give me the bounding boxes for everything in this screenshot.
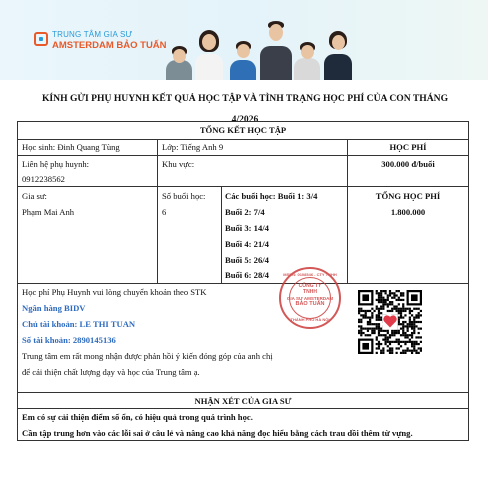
sessions-count: 6 bbox=[162, 207, 167, 217]
tutor-name: Phạm Mai Anh bbox=[22, 207, 75, 217]
session-item: Buổi 3: 14/4 bbox=[225, 223, 269, 233]
summary-header: TỔNG KẾT HỌC TẬP bbox=[199, 125, 287, 135]
tutor-review-header: NHẬN XÉT CỦA GIA SƯ bbox=[194, 396, 292, 406]
stamp-text: BẢO TUẤN bbox=[295, 301, 325, 307]
session-item: Buổi 2: 7/4 bbox=[225, 207, 265, 217]
tutor-review-line1: Em có sự cải thiện điểm số ổn, có hiệu quả trong quá trình học. bbox=[22, 412, 253, 422]
area-label: Khu vực: bbox=[162, 159, 195, 169]
session-item: Buổi 5: 26/4 bbox=[225, 255, 269, 265]
report-table bbox=[17, 121, 469, 441]
stamp-ring-text: MSDN: 0108546 - CTY TNHH bbox=[283, 272, 337, 277]
stamp-text: TNHH bbox=[303, 289, 317, 295]
brand-name-line2: AMSTERDAM BẢO TUẤN bbox=[52, 40, 167, 51]
report-title-line2: 4/2026 bbox=[231, 114, 259, 125]
feedback-request-line1: Trung tâm em rất mong nhận được phản hồi ý kiến đóng góp của anh chị bbox=[22, 351, 273, 361]
sessions-label: Số buổi học: bbox=[162, 191, 206, 201]
brand-name-line1: TRUNG TÂM GIA SƯ bbox=[52, 30, 133, 39]
parent-contact-label: Liên hệ phụ huynh: bbox=[22, 159, 90, 169]
class-name: Lớp: Tiếng Anh 9 bbox=[162, 142, 224, 152]
account-number: Số tài khoản: 2890145136 bbox=[22, 335, 116, 345]
stamp-bottom-text: THÀNH PHỐ HÀ NỘI bbox=[290, 317, 330, 322]
payment-qr-code bbox=[358, 290, 422, 354]
tutor-review-line2: Cần tập trung hơn vào các lỗi sai ở câu lẻ và nâng cao khả năng đọc hiểu bằng cách trau dồi thêm từ vựng. bbox=[22, 428, 413, 438]
total-fee-label: TỔNG HỌC PHÍ bbox=[375, 191, 441, 201]
report-title-line1: KÍNH GỬI PHỤ HUYNH KẾT QUẢ HỌC TẬP VÀ TÌNH TRẠNG HỌC PHÍ CỦA CON THÁNG bbox=[41, 93, 449, 104]
stamp-text: CÔNG TY bbox=[298, 283, 322, 289]
bank-name: Ngân hàng BIDV bbox=[22, 303, 86, 313]
fee-per-session: 300.000 đ/buổi bbox=[381, 159, 435, 169]
logo-icon bbox=[34, 32, 48, 46]
session-item: Buổi 4: 21/4 bbox=[225, 239, 269, 249]
feedback-request-line2: để cải thiện chất lượng dạy và học của Trung tâm ạ. bbox=[22, 367, 200, 377]
session-item: Buổi 6: 28/4 bbox=[225, 270, 269, 280]
parent-phone: 0912238562 bbox=[22, 174, 65, 184]
tutor-label: Gia sư: bbox=[22, 191, 47, 201]
header-banner bbox=[0, 0, 488, 80]
fee-header: HỌC PHÍ bbox=[389, 142, 427, 152]
session-item: Các buổi học: Buổi 1: 3/4 bbox=[225, 191, 318, 201]
total-fee-value: 1.800.000 bbox=[390, 207, 426, 217]
stamp-text: GIA SƯ AMSTERDAM bbox=[286, 296, 334, 301]
banner-people-photo bbox=[158, 20, 480, 80]
company-stamp bbox=[279, 267, 341, 329]
student-name: Học sinh: Đinh Quang Tùng bbox=[22, 142, 120, 152]
payment-instruction: Học phí Phụ Huynh vui lòng chuyển khoản theo STK bbox=[22, 287, 207, 297]
account-holder: Chủ tài khoản: LE THI TUAN bbox=[22, 319, 136, 329]
